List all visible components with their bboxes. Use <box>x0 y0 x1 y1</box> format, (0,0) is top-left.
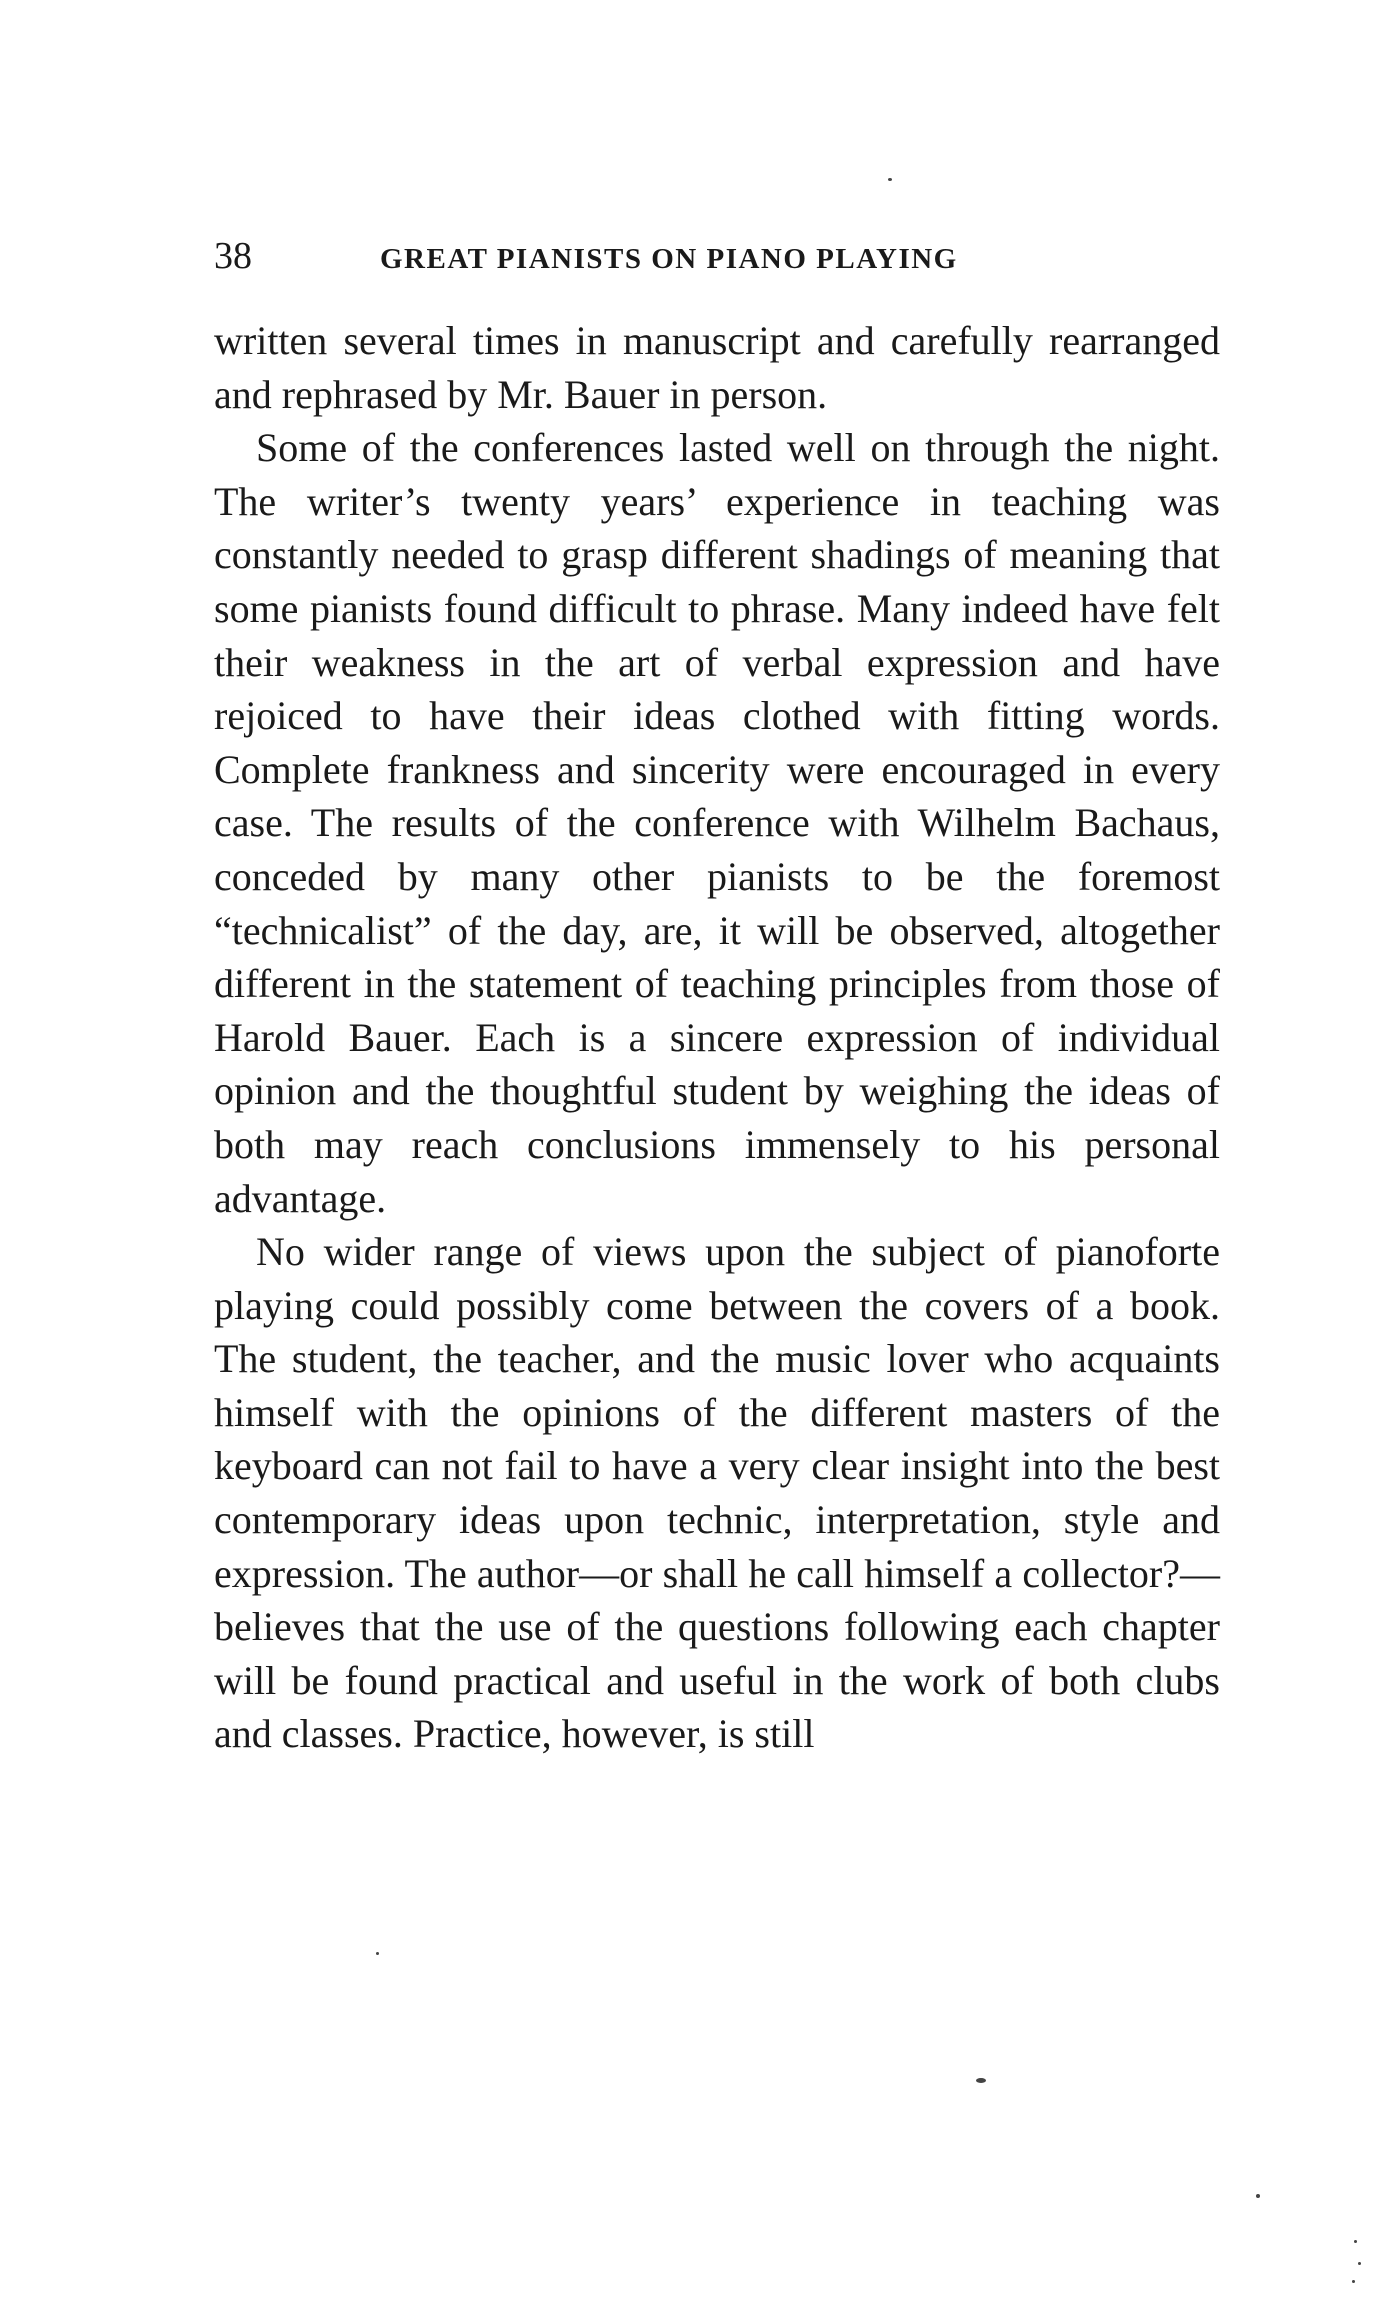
page-number: 38 <box>214 235 252 277</box>
running-title: GREAT PIANISTS ON PIANO PLAYING <box>380 243 958 275</box>
scan-speck <box>976 2078 986 2083</box>
scan-speck <box>1256 2194 1260 2198</box>
paragraph-1: written several times in manuscript and carefully rearranged and rephrased by Mr. Bauer in person. <box>214 318 1220 417</box>
scan-speck <box>376 1952 379 1955</box>
scan-speck <box>1354 2240 1357 2243</box>
scan-speck <box>888 178 892 181</box>
paragraph-2: Some of the conferences lasted well on through the night. The writer’s twenty years’ experience in teaching was constantly needed to grasp different shadings of meaning that some pianists found difficult to phrase. Many indeed have felt their weakness in the art of verbal expression and have rejoiced to have their ideas clothed with fitting words. Complete frankness and sincerity were encouraged in every case. The results of the conference with Wilhelm Bachaus, conceded by many other pianists to be the foremost “technicalist” of the day, are, it will be observed, altogether different in the statement of teaching principles from those of Harold Bauer. Each is a sincere expression of individual opinion and the thoughtful student by weighing the ideas of both may reach conclusions immensely to his personal advantage. <box>214 425 1220 1221</box>
scan-speck <box>1358 2262 1361 2265</box>
scan-speck <box>1352 2280 1355 2283</box>
body-text <box>214 314 1220 1761</box>
page-header <box>214 228 1214 284</box>
paragraph-3: No wider range of views upon the subject of pianoforte playing could possibly come between the covers of a book. The student, the teacher, and the music lover who acquaints himself with the opinions of the different masters of the keyboard can not fail to have a very clear insight into the best contemporary ideas upon technic, interpretation, style and expression. The author—or shall he call himself a collector?—believes that the use of the questions following each chapter will be found practical and useful in the work of both clubs and classes. Practice, however, is still <box>214 1229 1220 1757</box>
